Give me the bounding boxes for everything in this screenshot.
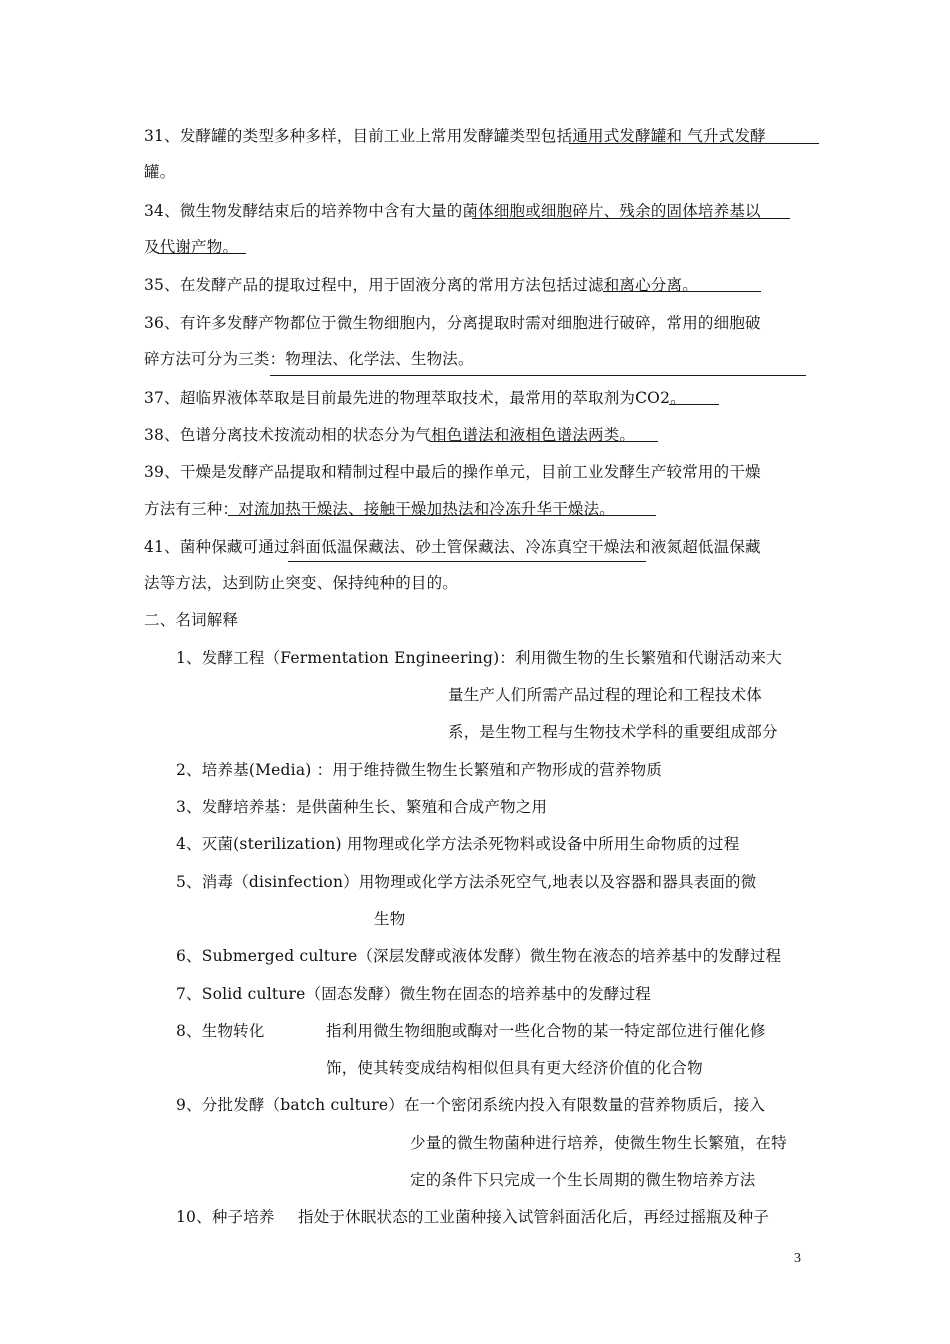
q31-line2: 罐。 xyxy=(144,163,176,181)
term-9-line2: 少量的微生物菌种进行培养，使微生物生长繁殖，在特 xyxy=(410,1134,787,1152)
q39-answer-underline xyxy=(228,515,656,516)
term-1-line3: 系，是生物工程与生物技术学科的重要组成部分 xyxy=(448,723,778,741)
q36-answer-underline xyxy=(270,375,806,376)
q34-answer-underline xyxy=(472,218,790,219)
term-5-line1: 5、消毒（disinfection）用物理或化学方法杀死空气,地表以及容器和器具表面的微 xyxy=(176,873,757,891)
term-8-line1: 指利用微生物细胞或酶对一些化合物的某一特定部位进行催化修 xyxy=(326,1022,766,1040)
q37-line1: 37、超临界液体萃取是目前最先进的物理萃取技术，最常用的萃取剂为CO2。 xyxy=(144,389,686,407)
q36-line2: 碎方法可分为三类：物理法、化学法、生物法。 xyxy=(144,350,474,368)
q34-line1: 34、微生物发酵结束后的培养物中含有大量的菌体细胞或细胞碎片、残余的固体培养基以 xyxy=(144,202,761,220)
term-10-line1: 指处于休眠状态的工业菌种接入试管斜面活化后，再经过摇瓶及种子 xyxy=(298,1208,770,1226)
term-1-line2: 量生产人们所需产品过程的理论和工程技术体 xyxy=(448,686,763,704)
q36-line1: 36、有许多发酵产物都位于微生物细胞内，分离提取时需对细胞进行破碎，常用的细胞破 xyxy=(144,314,761,332)
term-1-line1: 1、发酵工程（Fermentation Engineering)：利用微生物的生长繁殖和代谢活动来大 xyxy=(176,649,782,667)
q38-line1: 38、色谱分离技术按流动相的状态分为气相色谱法和液相色谱法两类。 xyxy=(144,426,636,444)
term-2-line1: 2、培养基(Media) ：用于维持微生物生长繁殖和产物形成的营养物质 xyxy=(176,761,663,779)
q39-line2: 方法有三种：对流加热干燥法、接触干燥加热法和冷冻升华干燥法。 xyxy=(144,500,616,518)
page-number: 3 xyxy=(794,1251,801,1266)
term-6-line1: 6、Submerged culture（深层发酵或液体发酵）微生物在液态的培养基中的发酵过程 xyxy=(176,947,782,965)
term-9-line1: 9、分批发酵（batch culture）在一个密闭系统内投入有限数量的营养物质后，接入 xyxy=(176,1096,766,1114)
term-9-line3: 定的条件下只完成一个生长周期的微生物培养方法 xyxy=(410,1171,756,1189)
q31-answer-underline xyxy=(569,143,819,144)
q41-line1: 41、菌种保藏可通过斜面低温保藏法、砂土管保藏法、冷冻真空干燥法和液氮超低温保藏 xyxy=(144,538,761,556)
term-8-label: 8、生物转化 xyxy=(176,1022,265,1040)
term-8-line2: 饰，使其转变成结构相似但具有更大经济价值的化合物 xyxy=(326,1059,703,1077)
term-10-label: 10、种子培养 xyxy=(176,1208,275,1226)
q39-line1: 39、干燥是发酵产品提取和精制过程中最后的操作单元，目前工业发酵生产较常用的干燥 xyxy=(144,463,761,481)
q34-answer-underline-2 xyxy=(158,253,246,254)
q34-line2: 及代谢产物。 xyxy=(144,238,239,256)
q35-line1: 35、在发酵产品的提取过程中，用于固液分离的常用方法包括过滤和离心分离。 xyxy=(144,276,698,294)
q38-answer-underline xyxy=(430,441,658,442)
q41-line2: 法等方法，达到防止突变、保持纯种的目的。 xyxy=(144,574,459,592)
q35-answer-underline xyxy=(603,291,761,292)
term-5-line2: 生物 xyxy=(374,910,406,928)
q37-answer-underline xyxy=(669,404,719,405)
term-3-line1: 3、发酵培养基：是供菌种生长、繁殖和合成产物之用 xyxy=(176,798,548,816)
q31-line1: 31、发酵罐的类型多种多样，目前工业上常用发酵罐类型包括通用式发酵罐和 气升式发酵 xyxy=(144,127,766,145)
term-7-line1: 7、Solid culture（固态发酵）微生物在固态的培养基中的发酵过程 xyxy=(176,985,651,1003)
section-heading: 二、名词解释 xyxy=(144,611,239,629)
term-4-line1: 4、灭菌(sterilization) 用物理或化学方法杀死物料或设备中所用生命物质的过程 xyxy=(176,835,740,853)
q41-answer-underline xyxy=(288,561,646,562)
